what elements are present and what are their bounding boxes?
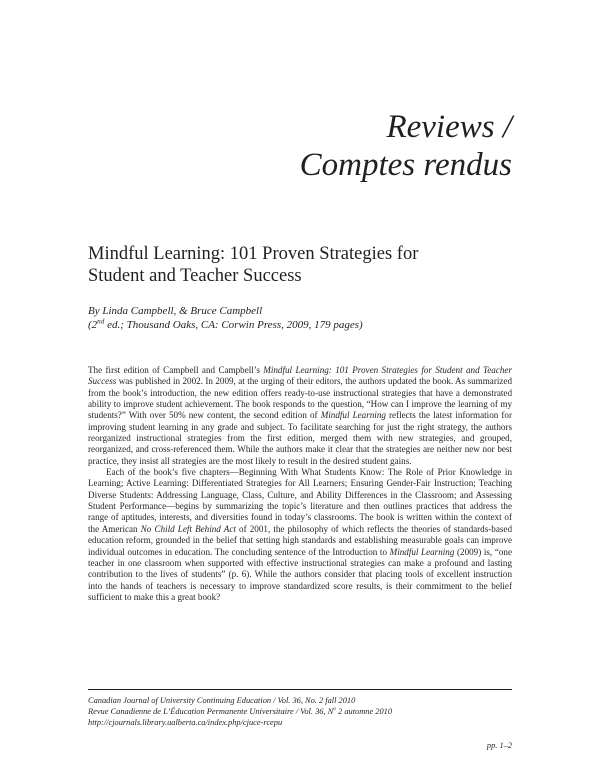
section-heading-english: Reviews / bbox=[386, 109, 512, 145]
review-title bbox=[88, 243, 418, 287]
publication-details-post: ed.; Thousand Oaks, CA: Corwin Press, 2009, 179 pages) bbox=[104, 319, 363, 331]
book-title-emphasis: Mindful Learning bbox=[320, 410, 386, 421]
page-range: pp. 1–2 bbox=[486, 741, 512, 750]
review-title-line-2: Student and Teacher Success bbox=[88, 266, 302, 286]
p1-run: reflects the latest information for improving student learning in any grade and subject. To facilitate searching for just the right strategy, the authors reorganized instructional strategies from the first edition, merged them with new strategies, and grouped, reorganized, and cross-referenced them. While the authors make it clear that the strategies are neither new nor best practice, they insist all strategies are the most likely to result in the desired student gains. bbox=[88, 410, 513, 466]
p1-run: The first edition of Campbell and Campbell’s bbox=[88, 365, 264, 375]
byline bbox=[88, 304, 363, 332]
paragraph-2 bbox=[88, 467, 512, 603]
journal-name-english: Canadian Journal of University Continuing Education / Vol. 36, No. 2 fall 2010 bbox=[88, 696, 356, 705]
book-title-emphasis: Mindful Learning: 101 Proven Strategies for Student and Teacher Success bbox=[88, 365, 512, 387]
paragraph-1 bbox=[88, 365, 512, 467]
edition-superscript: nd bbox=[97, 317, 105, 326]
publication-details-pre: (2 bbox=[88, 319, 98, 331]
publication-details bbox=[88, 318, 363, 332]
section-heading bbox=[300, 108, 512, 184]
journal-name-french-post: 2 automne 2010 bbox=[335, 707, 393, 717]
p1-run: was published in 2002. In 2009, at the urging of their editors, the authors updated the book. As summarized from the book’s introduction, the new edition offers ready-to-use instructional strategies that have a demonstrated ability to improve student achievement. The book responds to the question, “How can I improve the learning of my students?” With over 50% new content, the second edition of bbox=[88, 376, 512, 421]
section-heading-french: Comptes rendus bbox=[299, 147, 512, 183]
authors: By Linda Campbell, & Bruce Campbell bbox=[88, 305, 263, 317]
journal-footer bbox=[88, 695, 392, 729]
p2-run: of 2001, the philosophy of which reflects the theories of standards-based education reform, grounded in the belief that setting high standards and establishing measurable goals can improve individual outcomes in education. The concluding sentence of the Introduction to bbox=[88, 523, 512, 557]
journal-url: http://cjournals.library.ualberta.ca/index.php/cjuce-rcepu bbox=[88, 718, 283, 728]
number-superscript: o bbox=[333, 706, 336, 713]
p2-run: Each of the book’s five chapters—Beginning With What Students Know: The Role of Prior Knowledge in Learning; Active Learning: Differentiated Strategies for All Learners; Ensuring Gender-Fair Instruction; Teaching Diverse Students: Addressing Language, Class, Culture, and Ability Differences in the Classroom; and Assessing Student Performance—begins by summarizing the topic’s literature and then outlines practices that address the range of aptitudes, interests, and diversities found in today’s classrooms. The book is written within the context of the American bbox=[88, 467, 512, 534]
book-title-emphasis: Mindful Learning bbox=[389, 546, 455, 557]
act-title-emphasis: No Child Left Behind Act bbox=[140, 523, 236, 534]
journal-name-french bbox=[88, 706, 392, 717]
review-title-line-1: Mindful Learning: 101 Proven Strategies for bbox=[88, 244, 419, 264]
journal-name-french-pre: Revue Canadienne de L’Éducation Permanente Universitaire / Vol. 36, N bbox=[88, 707, 334, 717]
p2-run: (2009) is, “one teacher in one classroom when supported with effective instructional strategies can make a profound and lasting contribution to the lives of students” (p. 6). While the authors consider that placing tools of excellent instruction into the hands of teachers is necessary to improve standardized score results, is their commitment to the belief sufficient to make this a great book? bbox=[88, 546, 512, 602]
footer-divider bbox=[88, 689, 512, 690]
review-body bbox=[88, 365, 512, 603]
